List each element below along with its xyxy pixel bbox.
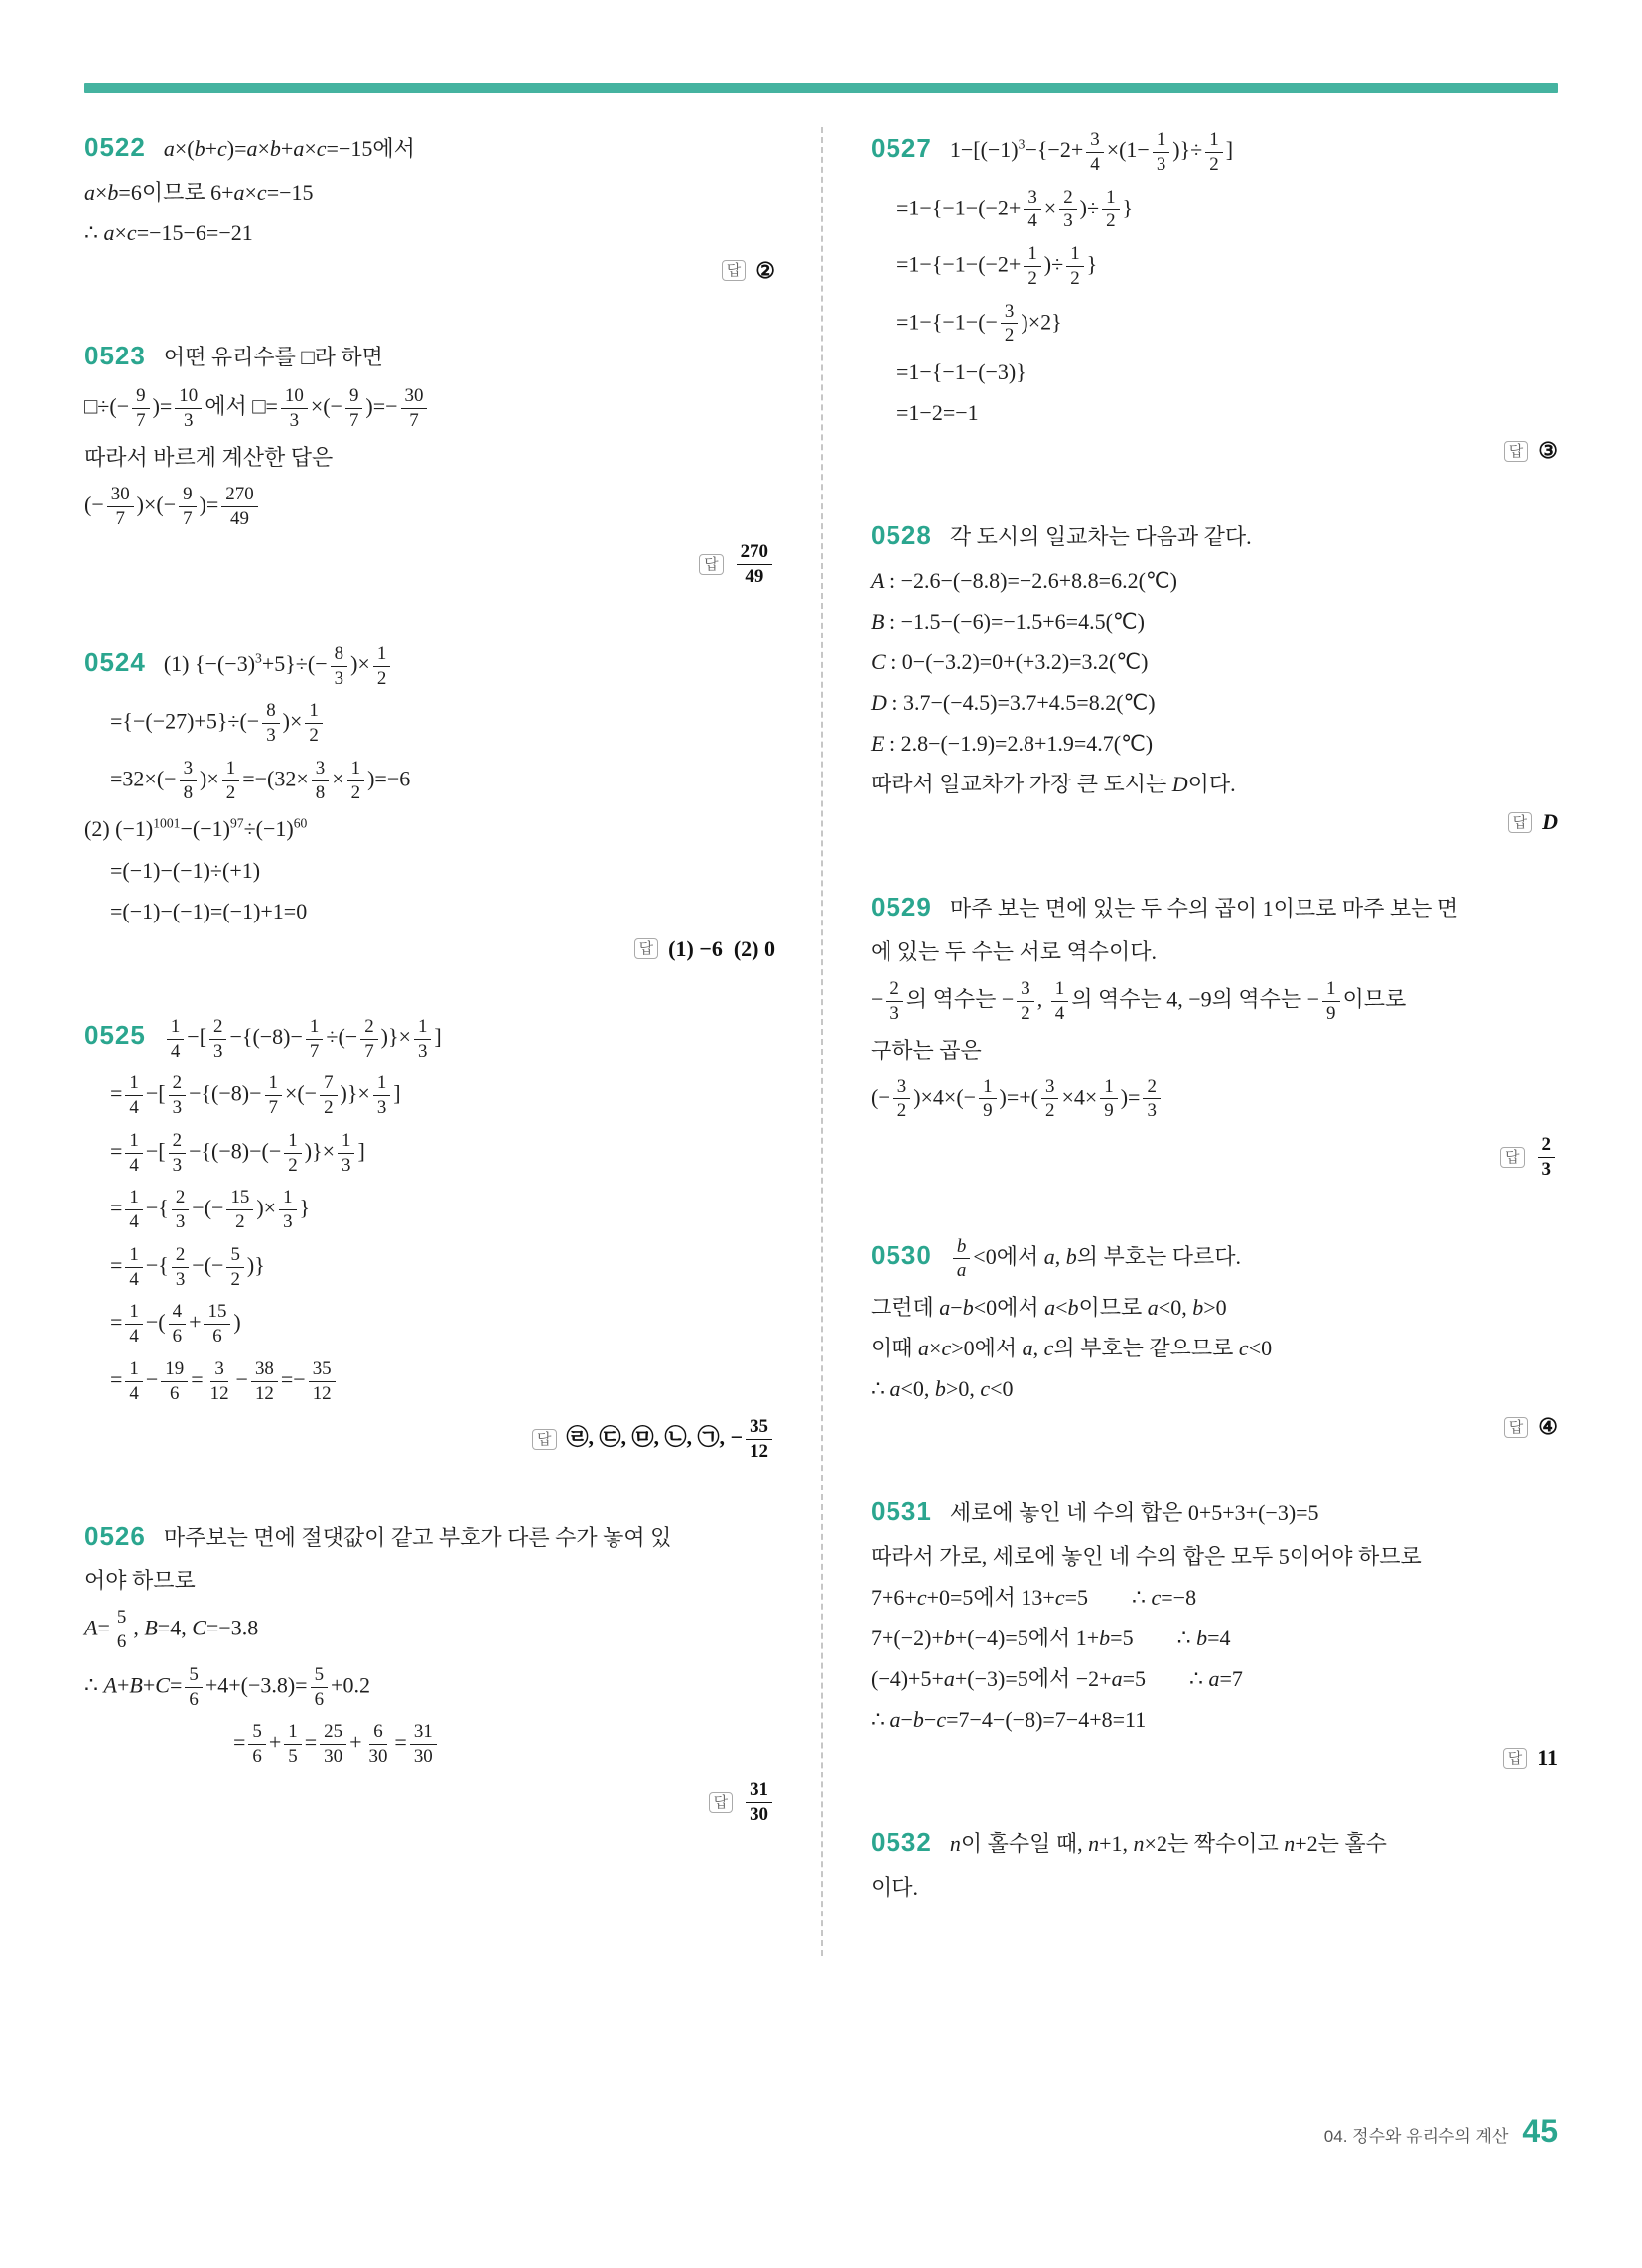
solution-line: =1−{−1−(−2+ $\frac{1}{2}$ )÷ $\frac{1}{2}$ } xyxy=(896,243,1098,289)
answer-value: (1) −6 (2) 0 xyxy=(668,935,775,961)
fraction: $\frac{2}{3}$ xyxy=(169,1130,186,1177)
problem-number: 0527 xyxy=(871,133,932,164)
answer-line xyxy=(871,1132,1558,1183)
fraction: $\frac{2}{3}$ xyxy=(172,1187,189,1233)
fraction: $\frac{3}{8}$ xyxy=(312,758,329,804)
problem-0529 xyxy=(871,887,1558,1182)
problem-heading xyxy=(871,1822,1558,1864)
fraction: $\frac{1}{9}$ xyxy=(979,1076,996,1123)
solution-line: (−4)+5+a+(−3)=5에서 −2+a=5 ∴ a=7 xyxy=(871,1666,1243,1692)
fraction: $\frac{8}{3}$ xyxy=(331,643,347,690)
problem-number: 0525 xyxy=(84,1020,146,1051)
problem-number: 0523 xyxy=(84,340,146,370)
problem-0522 xyxy=(84,127,775,284)
fraction: $\frac{30}{7}$ xyxy=(107,484,134,530)
solution-line: 그런데 a−b<0에서 a<b이므로 a<0, b>0 xyxy=(871,1295,1227,1321)
fraction: $\frac{1}{2}$ xyxy=(1205,129,1222,176)
problem-number: 0529 xyxy=(871,892,932,922)
fraction: $\frac{31}{30}$ xyxy=(746,1779,772,1826)
fraction: $\frac{3}{2}$ xyxy=(1017,978,1033,1025)
fraction: $\frac{8}{3}$ xyxy=(262,700,279,747)
fraction: $\frac{5}{6}$ xyxy=(113,1607,130,1653)
answer-value: 11 xyxy=(1537,1745,1558,1771)
fraction: $\frac{15}{6}$ xyxy=(204,1301,230,1347)
fraction: $\frac{1}{7}$ xyxy=(306,1016,323,1063)
problem-0524 xyxy=(84,641,775,962)
fraction: $\frac{25}{30}$ xyxy=(320,1721,346,1768)
fraction: $\frac{1}{3}$ xyxy=(1153,129,1169,176)
fraction: $\frac{1}{9}$ xyxy=(1322,978,1339,1025)
solution-line: − $\frac{2}{3}$ 의 역수는 − $\frac{3}{2}$ , $\frac{1}{4}$ 의 역수는 4, −9의 역수는 − $\frac{1}{9}$ 이므로 xyxy=(871,978,1407,1024)
problem-number: 0522 xyxy=(84,132,146,162)
fraction: $\frac{2}{3}$ xyxy=(209,1016,226,1063)
fraction: $\frac{1}{4}$ xyxy=(125,1130,142,1177)
fraction: $\frac{5}{2}$ xyxy=(226,1244,243,1291)
problem-0531 xyxy=(871,1491,1558,1771)
answer-label-badge: 답 xyxy=(634,938,659,959)
footer-page-number: 45 xyxy=(1522,2113,1558,2149)
fraction: $\frac{2}{3}$ xyxy=(1538,1134,1555,1181)
answer-line xyxy=(84,539,775,590)
problem-number: 0532 xyxy=(871,1827,932,1858)
fraction: $\frac{3}{2}$ xyxy=(1001,301,1018,348)
solution-line: = $\frac{1}{4}$ −{ $\frac{2}{3}$ −(− $\frac{15}{2}$ )× $\frac{1}{3}$ } xyxy=(110,1187,311,1232)
answer-value xyxy=(1535,1132,1558,1183)
solution-line: =(−1)−(−1)=(−1)+1=0 xyxy=(110,898,308,923)
fraction: $\frac{3}{2}$ xyxy=(1041,1076,1058,1123)
fraction: $\frac{1}{4}$ xyxy=(125,1244,142,1291)
fraction: $\frac{1}{3}$ xyxy=(338,1130,354,1177)
fraction: $\frac{1}{9}$ xyxy=(1100,1076,1117,1123)
solution-line: =(−1)−(−1)÷(+1) xyxy=(110,857,261,883)
solution-line: 에 있는 두 수는 서로 역수이다. xyxy=(871,938,1158,964)
solution-line: A : −2.6−(−8.8)=−2.6+8.8=6.2(℃) xyxy=(871,567,1177,593)
page-content xyxy=(84,127,1558,1956)
fraction: $\frac{1}{2}$ xyxy=(347,758,364,804)
fraction: $\frac{1}{4}$ xyxy=(125,1358,142,1405)
fraction: $\frac{1}{2}$ xyxy=(1102,187,1119,233)
problem-0523 xyxy=(84,336,775,590)
solution-line: $\frac{1}{4}$ −[ $\frac{2}{3}$ −{(−8)− $\frac{1}{7}$ ÷(− $\frac{2}{7}$ )}× $\frac{1}{3}$ ] xyxy=(164,1024,442,1049)
fraction: $\frac{9}{7}$ xyxy=(179,484,196,530)
fraction: $\frac{1}{2}$ xyxy=(1066,243,1083,290)
exponent: 97 xyxy=(229,816,244,832)
solution-line: D : 3.7−(−4.5)=3.7+4.5=8.2(℃) xyxy=(871,690,1156,716)
solution-line: 세로에 놓인 네 수의 합은 0+5+3+(−3)=5 xyxy=(949,1500,1319,1526)
solution-line: (− $\frac{30}{7}$ )×(− $\frac{9}{7}$ )= $\frac{270}{49}$ xyxy=(84,482,775,532)
fraction: $\frac{2}{3}$ xyxy=(172,1244,189,1291)
fraction: $\frac{1}{2}$ xyxy=(222,758,239,804)
fraction: $\frac{1}{2}$ xyxy=(284,1130,301,1177)
fraction: $\frac{15}{2}$ xyxy=(226,1187,253,1233)
fraction: $\frac{270}{49}$ xyxy=(221,484,257,530)
exponent: 1001 xyxy=(153,816,181,832)
fraction: $\frac{3}{2}$ xyxy=(893,1076,910,1123)
answer-label-badge: 답 xyxy=(1504,441,1529,462)
problem-heading xyxy=(871,515,1558,557)
answer-line xyxy=(871,1745,1558,1771)
solution-line: = $\frac{1}{4}$ − $\frac{19}{6}$ = $\frac{3}{12}$ − $\frac{38}{12}$ =− $\frac{35}{12}$ xyxy=(84,1356,775,1407)
fraction: $\frac{2}{3}$ xyxy=(1059,187,1076,233)
solution-line: (− $\frac{3}{2}$ )×4×(− $\frac{1}{9}$ )=+( $\frac{3}{2}$ ×4× $\frac{1}{9}$ )= $\frac{2}{3}$ xyxy=(871,1074,1558,1125)
fraction: $\frac{1}{4}$ xyxy=(125,1072,142,1119)
fraction: $\frac{19}{6}$ xyxy=(161,1358,188,1405)
fraction: $\frac{31}{30}$ xyxy=(410,1721,437,1768)
solution-line: = $\frac{1}{4}$ −( $\frac{4}{6}$ + $\frac{15}{6}$ ) xyxy=(110,1301,241,1347)
answer-line xyxy=(84,1414,775,1465)
answer-line xyxy=(84,936,775,962)
fraction: $\frac{1}{2}$ xyxy=(373,643,390,690)
solution-line: 어야 하므로 xyxy=(84,1568,196,1594)
fraction: $\frac{2}{3}$ xyxy=(169,1072,186,1119)
fraction: $\frac{2}{3}$ xyxy=(886,978,902,1025)
fraction: $\frac{270}{49}$ xyxy=(737,541,772,588)
solution-line: A= $\frac{5}{6}$ , B=4, C=−3.8 xyxy=(84,1607,259,1653)
problem-0530 xyxy=(871,1234,1558,1441)
answer-line xyxy=(871,438,1558,464)
solution-line: B : −1.5−(−6)=−1.5+6=4.5(℃) xyxy=(871,608,1145,634)
solution-line: 따라서 가로, 세로에 놓인 네 수의 합은 모두 5이어야 하므로 xyxy=(871,1544,1422,1569)
fraction: $\frac{5}{6}$ xyxy=(248,1721,265,1768)
solution-line: ∴ A+B+C= $\frac{5}{6}$ +4+(−3.8)= $\frac{5}{6}$ +0.2 xyxy=(84,1663,370,1710)
problem-number: 0530 xyxy=(871,1239,932,1270)
solution-line: =1−2=−1 xyxy=(896,400,979,426)
problem-heading xyxy=(84,641,775,692)
answer-label-badge: 답 xyxy=(1503,1748,1528,1769)
fraction: $\frac{38}{12}$ xyxy=(251,1358,278,1405)
solution-line: 따라서 일교차가 가장 큰 도시는 D이다. xyxy=(871,772,1236,797)
problem-heading xyxy=(84,1014,775,1064)
problem-heading xyxy=(871,1491,1558,1533)
solution-line: $1-[(-1)^3-\{-2+$ $\frac{3}{4}$ ×(1− $\frac{1}{3}$ )}÷ $\frac{1}{2}$ ] xyxy=(949,129,1234,175)
solution-line: 따라서 바르게 계산한 답은 xyxy=(84,444,334,470)
fraction: $\frac{35}{12}$ xyxy=(746,1416,772,1463)
column-right-with-divider xyxy=(821,127,1558,1956)
fraction: $\frac{1}{4}$ xyxy=(1051,978,1068,1025)
exponent: 3 xyxy=(1018,136,1026,152)
answer-line xyxy=(871,809,1558,835)
solution-line: 어떤 유리수를 □라 하면 xyxy=(163,344,383,369)
fraction: $\frac{3}{8}$ xyxy=(180,758,197,804)
fraction: $\frac{1}{3}$ xyxy=(279,1187,296,1233)
problem-number: 0526 xyxy=(84,1520,146,1551)
fraction: $\frac{10}{3}$ xyxy=(281,385,308,432)
fraction: $\frac{1}{3}$ xyxy=(414,1016,431,1063)
solution-line: =32×(− $\frac{3}{8}$ )× $\frac{1}{2}$ =−(32× $\frac{3}{8}$ × $\frac{1}{2}$ )=−6 xyxy=(110,757,411,803)
problem-number: 0528 xyxy=(871,520,932,551)
fraction: $\frac{2}{7}$ xyxy=(360,1016,377,1063)
solution-line: ∴ a−b−c=7−4−(−8)=7−4+8=11 xyxy=(871,1707,1147,1733)
problem-heading xyxy=(84,1516,775,1558)
problem-heading xyxy=(84,127,775,169)
solution-line: = $\frac{1}{4}$ −[ $\frac{2}{3}$ −{(−8)− $\frac{1}{7}$ ×(− $\frac{7}{2}$ )}× $\frac{1}{3}$ ] xyxy=(110,1072,401,1118)
answer-value xyxy=(734,539,775,590)
solution-line: 마주 보는 면에 있는 두 수의 곱이 1이므로 마주 보는 면 xyxy=(949,896,1459,921)
fraction: $\frac{35}{12}$ xyxy=(309,1358,336,1405)
solution-line: 마주보는 면에 절댓값이 같고 부호가 다른 수가 놓여 있 xyxy=(163,1524,672,1550)
fraction: $\frac{1}{2}$ xyxy=(1024,243,1040,290)
exponent: 3 xyxy=(255,650,262,666)
problem-0528 xyxy=(871,515,1558,835)
problem-heading xyxy=(871,887,1558,928)
solution-line: E : 2.8−(−1.9)=2.8+1.9=4.7(℃) xyxy=(871,731,1154,757)
fraction: $\frac{1}{2}$ xyxy=(305,700,322,747)
solution-line: =1−{−1−(−3)} xyxy=(896,359,1026,384)
column-left xyxy=(84,127,821,1956)
fraction: $\frac{30}{7}$ xyxy=(401,385,428,432)
fraction: $\frac{9}{7}$ xyxy=(345,385,362,432)
answer-value: ④ xyxy=(1538,1414,1558,1440)
answer-line xyxy=(84,1777,775,1828)
solution-line: a×b=6이므로 6+a×c=−15 xyxy=(84,179,314,205)
solution-line: a×(b+c)=a×b+a×c=−15에서 xyxy=(163,136,415,161)
answer-label-badge: 답 xyxy=(709,1792,734,1813)
fraction: $\frac{6}{30}$ xyxy=(368,1721,388,1768)
problem-heading xyxy=(871,127,1558,178)
solution-line: $\frac{b}{a}$ <0에서 a, b의 부호는 다르다. xyxy=(950,1244,1241,1269)
problem-0526 xyxy=(84,1516,775,1828)
solution-line: =1−{−1−(−2+ $\frac{3}{4}$ × $\frac{2}{3}$ )÷ $\frac{1}{2}$ } xyxy=(896,186,1134,232)
solution-line: 7+6+c+0=5에서 13+c=5 ∴ c=−8 xyxy=(871,1585,1197,1611)
solution-line: ∴ a×c=−15−6=−21 xyxy=(84,219,253,245)
solution-line: (1) $\{-(-3)^3+5\}\div(-$ $\frac{8}{3}$ )× $\frac{1}{2}$ xyxy=(164,651,393,676)
fraction: $\frac{3}{12}$ xyxy=(209,1357,229,1404)
solution-line: = $\frac{1}{4}$ −{ $\frac{2}{3}$ −(− $\frac{5}{2}$ )} xyxy=(110,1243,265,1290)
solution-line: ={−(−27)+5}÷(− $\frac{8}{3}$ )× $\frac{1}{2}$ xyxy=(84,698,775,749)
solution-line: 이다. xyxy=(871,1875,919,1901)
solution-line: C : 0−(−3.2)=0+(+3.2)=3.2(℃) xyxy=(871,648,1149,674)
problem-number: 0531 xyxy=(871,1496,932,1527)
problem-heading xyxy=(871,1234,1558,1285)
solution-line: =1−{−1−(− $\frac{3}{2}$ )×2} xyxy=(896,300,1062,347)
solution-line: □÷(− $\frac{9}{7}$ )= $\frac{10}{3}$ 에서 □= $\frac{10}{3}$ ×(− $\frac{9}{7}$ )=− $\frac{30}{7}$ xyxy=(84,383,775,434)
problem-heading xyxy=(84,336,775,377)
fraction: $\frac{7}{2}$ xyxy=(320,1072,337,1119)
solution-line: 이때 a×c>0에서 a, c의 부호는 같으므로 c<0 xyxy=(871,1336,1273,1361)
problem-0532 xyxy=(871,1822,1558,1905)
answer-label-badge: 답 xyxy=(699,554,724,575)
solution-line: = $\frac{5}{6}$ + $\frac{1}{5}$ = $\frac{25}{30}$ + $\frac{6}{30}$ = $\frac{31}{30}$ xyxy=(84,1719,775,1770)
fraction: $\frac{1}{5}$ xyxy=(284,1721,301,1768)
fraction: $\frac{5}{6}$ xyxy=(185,1664,202,1711)
answer-value: ㉣, ㉢, ㉤, ㉡, ㉠, − $\frac{35}{12}$ xyxy=(567,1414,775,1465)
problem-number: 0524 xyxy=(84,647,146,678)
footer-chapter-title: 04. 정수와 유리수의 계산 xyxy=(1323,2127,1509,2146)
answer-label-badge: 답 xyxy=(1508,812,1533,833)
fraction: $\frac{9}{7}$ xyxy=(132,385,149,432)
solution-line: 구하는 곱은 xyxy=(871,1037,982,1063)
fraction: $\frac{10}{3}$ xyxy=(175,385,202,432)
fraction: $\frac{3}{4}$ xyxy=(1086,129,1103,176)
problem-0525 xyxy=(84,1014,775,1465)
solution-line: (2) $(-1)^{1001}-(-1)^{97}\div(-1)^{60}$ xyxy=(84,816,308,842)
answer-label-badge: 답 xyxy=(1500,1147,1525,1168)
fraction: $\frac{1}{4}$ xyxy=(125,1301,142,1347)
answer-value: ③ xyxy=(1538,438,1558,464)
answer-value xyxy=(743,1777,775,1828)
problem-0527 xyxy=(871,127,1558,464)
solution-line: n이 홀수일 때, n+1, n×2는 짝수이고 n+2는 홀수 xyxy=(949,1831,1387,1857)
fraction: $\frac{5}{6}$ xyxy=(311,1664,328,1711)
answer-label-badge: 답 xyxy=(722,260,747,281)
fraction: $\frac{1}{4}$ xyxy=(125,1187,142,1233)
answer-label-badge: 답 xyxy=(532,1429,557,1450)
footer xyxy=(1324,2113,1558,2150)
solution-line: ∴ a<0, b>0, c<0 xyxy=(871,1376,1014,1402)
solution-line: = $\frac{1}{4}$ −[ $\frac{2}{3}$ −{(−8)−(− $\frac{1}{2}$ )}× $\frac{1}{3}$ ] xyxy=(110,1129,365,1176)
solution-line: 7+(−2)+b+(−4)=5에서 1+b=5 ∴ b=4 xyxy=(871,1626,1231,1651)
exponent: 60 xyxy=(293,816,308,832)
fraction: $\frac{1}{4}$ xyxy=(167,1016,184,1063)
fraction: $\frac{1}{3}$ xyxy=(373,1072,390,1119)
answer-value: D xyxy=(1542,809,1558,835)
fraction: $\frac{4}{6}$ xyxy=(169,1301,186,1347)
answer-label-badge: 답 xyxy=(1504,1417,1529,1438)
answer-value: ② xyxy=(755,257,775,283)
top-accent-bar xyxy=(84,83,1558,93)
fraction: $\frac{1}{7}$ xyxy=(265,1072,282,1119)
fraction: $\frac{3}{4}$ xyxy=(1024,187,1040,233)
solution-line: 각 도시의 일교차는 다음과 같다. xyxy=(949,524,1252,550)
answer-line xyxy=(871,1414,1558,1440)
fraction: $\frac{b}{a}$ xyxy=(953,1236,970,1283)
fraction: $\frac{2}{3}$ xyxy=(1143,1076,1160,1123)
answer-line xyxy=(84,258,775,284)
